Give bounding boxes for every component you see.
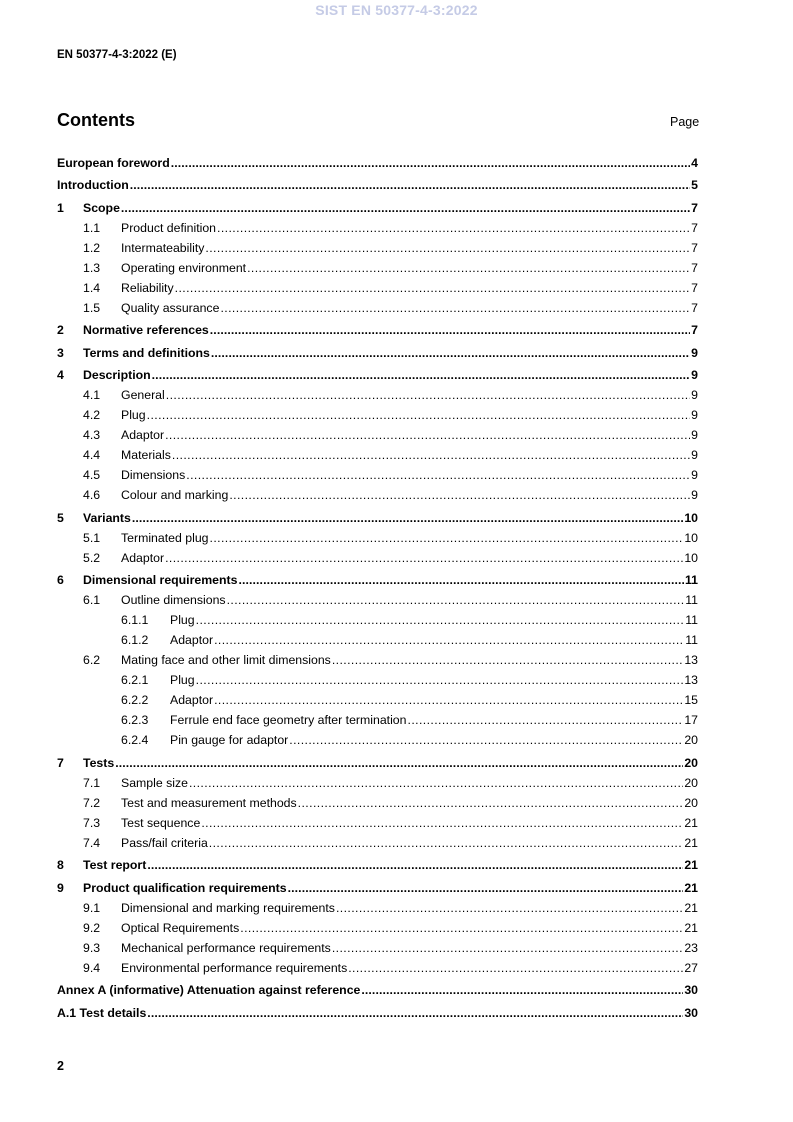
toc-dot-leader [205, 241, 690, 255]
toc-entry-page: 15 [684, 693, 698, 707]
toc-entry-page: 13 [684, 673, 698, 687]
toc-dot-leader [189, 776, 683, 790]
toc-entry[interactable] [57, 915, 698, 935]
toc-entry-page: 9 [691, 488, 698, 502]
toc-entry-page: 20 [684, 775, 698, 790]
toc-entry-number: 4.6 [83, 488, 101, 502]
toc-entry-title: General [121, 388, 165, 402]
page-number: 2 [57, 1059, 64, 1073]
toc-entry-page: 7 [691, 240, 698, 255]
toc-entry-number: 1.5 [83, 300, 101, 315]
toc-entry-number: 1.4 [83, 280, 101, 295]
toc-entry[interactable] [57, 255, 698, 275]
toc-entry[interactable] [57, 315, 698, 338]
toc-entry-title: Variants [83, 510, 131, 525]
toc-entry[interactable] [57, 402, 698, 422]
toc-entry-title: Colour and marking [121, 488, 229, 502]
toc-dot-leader [336, 901, 683, 915]
toc-entry[interactable] [57, 337, 698, 360]
toc-dot-leader [227, 593, 685, 607]
toc-dot-leader [217, 221, 690, 235]
toc-entry[interactable] [57, 790, 698, 810]
toc-entry[interactable] [57, 895, 698, 915]
toc-entry-page: 10 [684, 550, 698, 565]
toc-entry[interactable] [57, 442, 698, 462]
toc-entry-page: 5 [691, 178, 698, 192]
toc-entry-number: 1.3 [83, 260, 101, 275]
toc-entry-page: 21 [684, 858, 698, 872]
toc-entry-title: Terms and definitions [83, 345, 210, 360]
toc-entry[interactable] [57, 502, 698, 525]
toc-dot-leader [132, 511, 683, 525]
toc-entry-title: Ferrule end face geometry after termination [170, 713, 407, 727]
toc-entry-number: 8 [57, 858, 64, 872]
toc-entry[interactable] [57, 727, 698, 747]
toc-entry-number: 6.2.4 [121, 733, 149, 747]
toc-entry-page: 11 [685, 613, 698, 627]
toc-entry-page: 9 [691, 388, 698, 402]
toc-entry[interactable] [57, 215, 698, 235]
toc-entry-number: 4 [57, 368, 64, 382]
toc-entry[interactable] [57, 607, 698, 627]
toc-dot-leader [175, 281, 691, 295]
toc-entry[interactable] [57, 170, 698, 193]
toc-entry-page: 7 [691, 323, 698, 337]
toc-entry-number: 7 [57, 755, 64, 770]
toc-entry[interactable] [57, 482, 698, 502]
toc-entry-title: Plug [170, 673, 195, 687]
toc-dot-leader [165, 551, 683, 565]
toc-entry[interactable] [57, 235, 698, 255]
toc-entry-page: 20 [684, 733, 698, 747]
toc-entry[interactable] [57, 627, 698, 647]
toc-dot-leader [210, 531, 684, 545]
watermark: SIST EN 50377-4-3:2022 [315, 2, 478, 18]
toc-entry-page: 23 [684, 940, 698, 955]
toc-entry[interactable] [57, 975, 698, 998]
toc-dot-leader [211, 346, 690, 360]
toc-entry-number: 7.2 [83, 795, 101, 810]
toc-entry[interactable] [57, 382, 698, 402]
toc-entry[interactable] [57, 147, 698, 170]
toc-entry-title: A.1 Test details [57, 1005, 147, 1020]
toc-dot-leader [121, 201, 690, 215]
toc-entry-page: 17 [684, 713, 698, 727]
toc-entry-title: Product definition [121, 220, 217, 235]
toc-entry-title: Sample size [121, 775, 188, 790]
toc-entry-page: 21 [684, 835, 698, 850]
toc-dot-leader [172, 448, 690, 462]
toc-dot-leader [147, 1006, 683, 1020]
toc-entry-page: 7 [691, 220, 698, 235]
toc-entry[interactable] [57, 997, 698, 1020]
toc-entry-page: 21 [684, 920, 698, 935]
toc-entry-page: 9 [691, 345, 698, 360]
toc-entry-number: 4.3 [83, 428, 101, 442]
toc-entry-title: Annex A (informative) Attenuation against reference [57, 983, 361, 997]
toc-entry-page: 13 [684, 653, 698, 667]
toc-entry-title: Mating face and other limit dimensions [121, 653, 331, 667]
toc-entry-title: Operating environment [121, 260, 247, 275]
toc-dot-leader [348, 961, 683, 975]
toc-dot-leader [147, 408, 691, 422]
toc-entry-page: 11 [685, 593, 698, 607]
toc-entry[interactable] [57, 850, 698, 873]
toc-entry-title: Normative references [83, 323, 209, 337]
toc-entry-number: 9.4 [83, 960, 101, 975]
toc-entry-page: 20 [684, 755, 698, 770]
toc-dot-leader [238, 573, 684, 587]
toc-entry[interactable] [57, 707, 698, 727]
toc-dot-leader [289, 733, 683, 747]
toc-entry-page: 11 [685, 573, 698, 587]
toc-entry-number: 5.2 [83, 550, 101, 565]
toc-entry-title: Tests [83, 755, 115, 770]
toc-entry-page: 10 [684, 510, 698, 525]
toc-entry-page: 9 [691, 428, 698, 442]
toc-entry-number: 6 [57, 573, 64, 587]
toc-dot-leader [214, 693, 683, 707]
toc-entry-page: 7 [691, 280, 698, 295]
toc-entry-title: Test report [83, 858, 147, 872]
toc-entry-title: Test and measurement methods [121, 795, 297, 810]
toc-entry-number: 9.1 [83, 900, 101, 915]
toc-entry-number: 5.1 [83, 530, 101, 545]
toc-entry-title: Description [83, 368, 151, 382]
toc-entry[interactable] [57, 275, 698, 295]
toc-entry-page: 27 [684, 960, 698, 975]
document-id: EN 50377-4-3:2022 (E) [57, 49, 177, 61]
toc-entry[interactable] [57, 955, 698, 975]
toc-dot-leader [214, 633, 684, 647]
toc-entry-page: 30 [684, 1005, 698, 1020]
toc-entry-title: Product qualification requirements [83, 880, 287, 895]
toc-entry-number: 6.1 [83, 593, 101, 607]
toc-dot-leader [196, 673, 684, 687]
toc-dot-leader [229, 488, 690, 502]
toc-entry-title: Quality assurance [121, 300, 220, 315]
toc-entry-title: Test sequence [121, 815, 201, 830]
toc-entry[interactable] [57, 935, 698, 955]
toc-dot-leader [210, 323, 690, 337]
toc-dot-leader [165, 428, 690, 442]
contents-heading: Contents [57, 110, 135, 130]
toc-entry-number: 6.1.1 [121, 613, 149, 627]
toc-entry-title: Optical Requirements [121, 920, 240, 935]
toc-entry-title: Dimensional requirements [83, 573, 238, 587]
toc-entry-number: 1 [57, 200, 64, 215]
toc-dot-leader [186, 468, 690, 482]
toc-entry[interactable] [57, 295, 698, 315]
toc-dot-leader [240, 921, 683, 935]
toc-entry[interactable] [57, 422, 698, 442]
toc-entry[interactable] [57, 360, 698, 383]
toc-entry-number: 9.2 [83, 920, 101, 935]
toc-entry-number: 6.1.2 [121, 633, 149, 647]
toc-entry-title: Adaptor [170, 633, 214, 647]
toc-entry-number: 4.4 [83, 448, 101, 462]
toc-entry-page: 11 [685, 633, 698, 647]
toc-dot-leader [220, 301, 690, 315]
toc-entry[interactable] [57, 565, 698, 588]
page-column-label: Page [670, 115, 700, 129]
toc-entry-page: 9 [691, 468, 698, 482]
toc-dot-leader [247, 261, 690, 275]
toc-entry-number: 4.2 [83, 408, 101, 422]
toc-entry-title: Terminated plug [121, 530, 209, 545]
toc-entry-page: 20 [684, 795, 698, 810]
toc-entry-title: Plug [121, 408, 146, 422]
toc-dot-leader [130, 178, 690, 192]
toc-entry[interactable] [57, 545, 698, 565]
toc-entry-title: Adaptor [121, 550, 165, 565]
toc-entry-number: 1.2 [83, 240, 101, 255]
toc-entry-title: Reliability [121, 280, 174, 295]
toc-entry[interactable] [57, 525, 698, 545]
toc-dot-leader [201, 816, 683, 830]
toc-entry-title: Dimensional and marking requirements [121, 900, 335, 915]
toc-entry-number: 6.2.1 [121, 673, 149, 687]
toc-entry-page: 30 [684, 983, 698, 997]
toc-entry-page: 4 [691, 155, 698, 170]
toc-entry-title: Adaptor [170, 693, 214, 707]
toc-entry-title: Outline dimensions [121, 593, 226, 607]
toc-dot-leader [196, 613, 685, 627]
toc-entry-page: 7 [691, 200, 698, 215]
toc-entry-title: Dimensions [121, 468, 186, 482]
toc-entry-title: European foreword [57, 155, 170, 170]
toc-entry[interactable] [57, 192, 698, 215]
toc-entry-title: Mechanical performance requirements [121, 940, 331, 955]
toc-entry-number: 7.1 [83, 775, 101, 790]
toc-dot-leader [298, 796, 684, 810]
toc-entry-number: 1.1 [83, 220, 101, 235]
toc-entry-number: 9 [57, 880, 64, 895]
toc-entry-title: Environmental performance requirements [121, 960, 348, 975]
toc-entry-page: 21 [684, 880, 698, 895]
toc-dot-leader [171, 156, 690, 170]
toc-dot-leader [209, 836, 684, 850]
toc-entry-title: Plug [170, 613, 195, 627]
toc-dot-leader [152, 368, 691, 382]
toc-entry-page: 9 [691, 408, 698, 422]
toc-entry-number: 4.5 [83, 468, 101, 482]
toc-entry-title: Adaptor [121, 428, 165, 442]
toc-dot-leader [166, 388, 690, 402]
toc-entry-number: 9.3 [83, 940, 101, 955]
toc-entry[interactable] [57, 872, 698, 895]
toc-dot-leader [288, 881, 684, 895]
toc-entry-number: 7.3 [83, 815, 101, 830]
toc-entry[interactable] [57, 747, 698, 770]
toc-dot-leader [147, 858, 683, 872]
toc-dot-leader [332, 653, 683, 667]
toc-entry-number: 5 [57, 510, 64, 525]
toc-entry-page: 7 [691, 300, 698, 315]
toc-entry-title: Pin gauge for adaptor [170, 733, 289, 747]
toc-entry[interactable] [57, 647, 698, 667]
toc-entry-number: 2 [57, 323, 64, 337]
toc-dot-leader [332, 941, 683, 955]
toc-entry-page: 10 [684, 530, 698, 545]
toc-entry-title: Pass/fail criteria [121, 835, 208, 850]
toc-entry-title: Scope [83, 200, 120, 215]
toc-entry[interactable] [57, 687, 698, 707]
toc-entry[interactable] [57, 587, 698, 607]
toc-entry[interactable] [57, 462, 698, 482]
toc-entry-page: 21 [684, 900, 698, 915]
toc-entry-number: 3 [57, 345, 64, 360]
toc-dot-leader [115, 756, 683, 770]
toc-dot-leader [361, 983, 683, 997]
toc-entry-number: 6.2.2 [121, 693, 149, 707]
toc-entry[interactable] [57, 667, 698, 687]
toc-entry-title: Introduction [57, 178, 129, 192]
toc-entry[interactable] [57, 830, 698, 850]
toc-entry-number: 4.1 [83, 388, 101, 402]
table-of-contents [57, 147, 698, 1020]
toc-entry-number: 6.2 [83, 653, 101, 667]
toc-entry[interactable] [57, 770, 698, 790]
toc-dot-leader [408, 713, 684, 727]
toc-entry[interactable] [57, 810, 698, 830]
toc-entry-page: 9 [691, 368, 698, 382]
toc-entry-page: 9 [691, 448, 698, 462]
toc-entry-number: 6.2.3 [121, 713, 149, 727]
toc-entry-page: 7 [691, 260, 698, 275]
toc-entry-page: 21 [684, 815, 698, 830]
toc-entry-number: 7.4 [83, 835, 101, 850]
toc-entry-title: Materials [121, 448, 171, 462]
toc-entry-title: Intermateability [121, 240, 205, 255]
